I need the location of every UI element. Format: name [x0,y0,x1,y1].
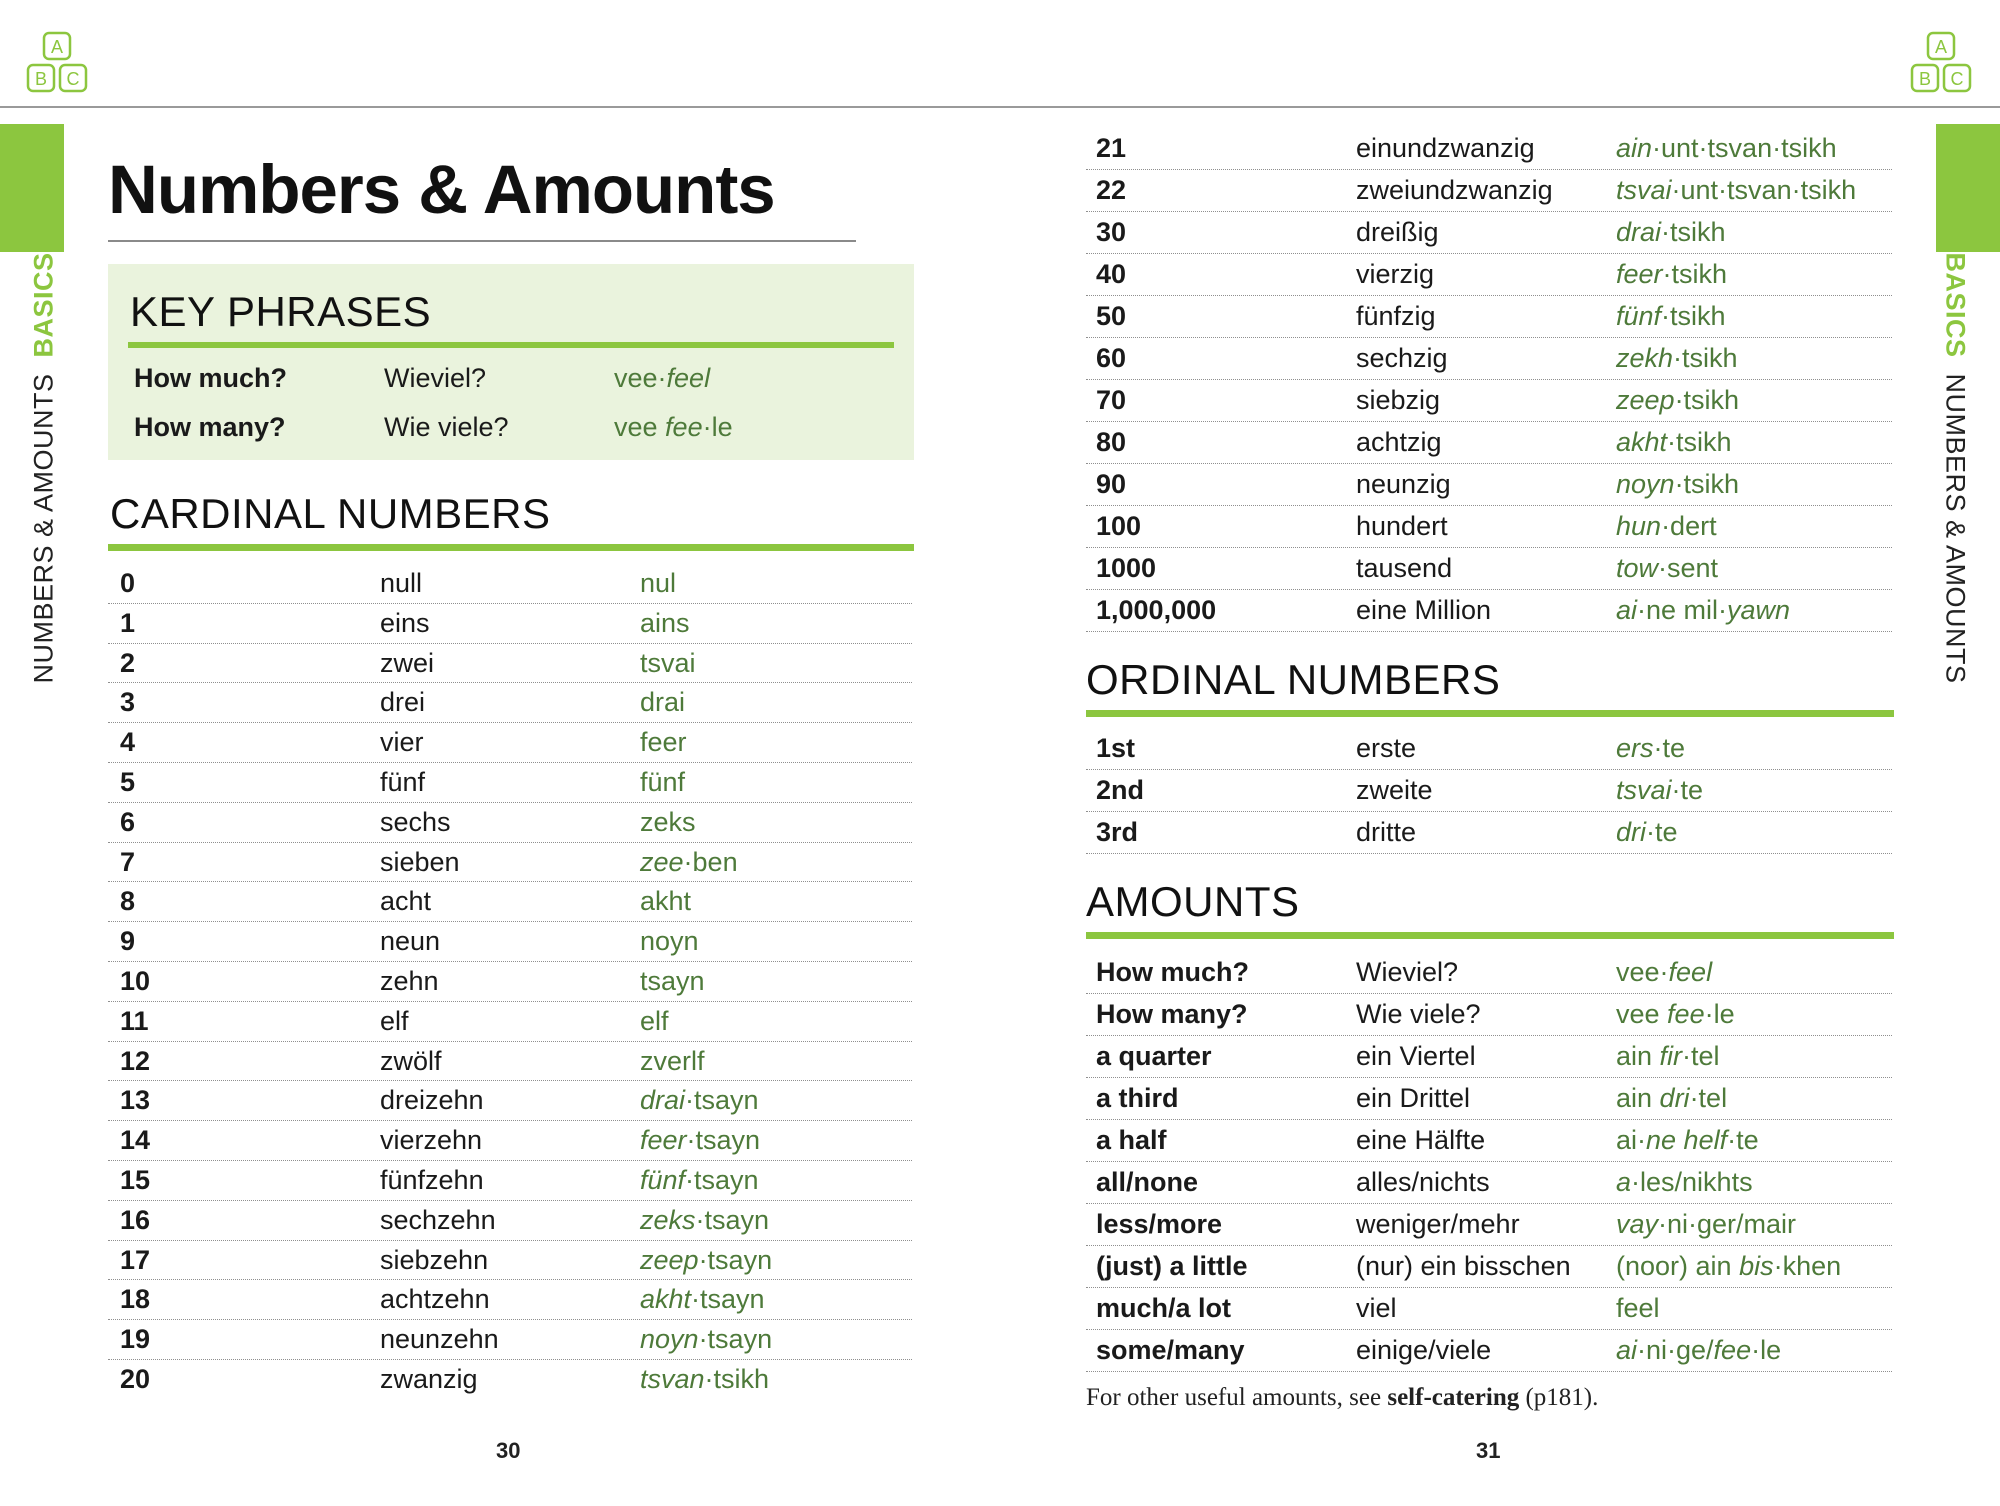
german-word: sieben [380,846,460,877]
number: 16 [120,1204,151,1235]
table-row [1086,1288,1892,1330]
phrase-german: Wieviel? [1356,957,1459,987]
german-word: elf [380,1005,409,1036]
pronunciation: zeks [640,806,696,837]
german-word: sechzehn [380,1204,496,1235]
table-row [1086,728,1892,770]
footnote-text: For other useful amounts, see [1086,1384,1388,1411]
pronunciation: tow·sent [1616,553,1719,583]
pronunciation: fünf·tsikh [1616,301,1726,331]
table-row [1086,380,1892,422]
pronunciation: (noor) ain bis·khen [1616,1251,1842,1281]
cardinal-numbers-rule [108,544,914,551]
pronunciation: drai [640,687,686,718]
side-tab-section: NUMBERS & AMOUNTS [28,373,59,684]
german-word: drei [380,687,426,718]
table-row [1086,1330,1892,1372]
pronunciation: elf [640,1005,669,1036]
table-row [1086,464,1892,506]
table-row [108,604,912,644]
german-word: siebzig [1356,385,1441,415]
number: 1 [120,607,136,638]
german-word: fünfzig [1356,301,1436,331]
number: 60 [1096,343,1127,373]
number: 13 [120,1085,151,1116]
pronunciation: vee·feel [1616,957,1713,987]
pronunciation: drai·tsikh [1616,217,1726,247]
cardinal-numbers-list [108,564,912,1400]
phrase-english: a quarter [1096,1041,1212,1071]
table-row [1086,590,1892,632]
number: 0 [120,568,136,598]
pronunciation: ers·te [1616,733,1686,763]
table-row [1086,1246,1892,1288]
number: 40 [1096,259,1127,289]
table-row [108,1081,912,1121]
pronunciation: feel [1616,1293,1660,1323]
pronunciation: hun·dert [1616,511,1717,541]
pronunciation: tsvai·te [1616,775,1704,805]
ordinal-numbers-heading: ORDINAL NUMBERS [1086,656,1501,703]
pronunciation: feer [640,727,687,758]
number: 17 [120,1244,151,1275]
table-row [1086,812,1892,854]
number: 1000 [1096,553,1157,583]
footnote [1086,1384,1598,1412]
footnote-link[interactable]: self-catering [1387,1384,1520,1411]
table-row [108,1241,912,1281]
key-phrases-box [108,264,914,460]
table-row [108,1320,912,1360]
abc-blocks-icon [1908,30,1976,96]
pronunciation: tsvan·tsikh [640,1363,770,1394]
german-word: einundzwanzig [1356,133,1535,163]
german-word: dreißig [1356,217,1439,247]
table-row [1086,770,1892,812]
number: 15 [120,1164,151,1195]
phrase-german: ein Viertel [1356,1041,1476,1071]
pronunciation: tsvai [640,647,696,678]
german-word: vierzehn [380,1125,483,1156]
number: 14 [120,1125,151,1156]
number: 5 [120,766,136,797]
german-word: zweite [1356,775,1433,805]
key-phrase-row [134,358,894,398]
block-letter-b: B [1918,69,1932,89]
table-row [1086,296,1892,338]
phrase-pronunciation: vee fee·le [614,412,733,442]
pronunciation: akht [640,886,692,917]
cardinal-numbers-list-continued [1086,128,1892,632]
phrase-english: How many? [134,412,286,442]
number: 10 [120,965,151,996]
german-word: hundert [1356,511,1448,541]
pronunciation: a·les/nikhts [1616,1167,1753,1197]
german-word: zweiundzwanzig [1356,175,1553,205]
phrase-english: less/more [1096,1209,1223,1239]
phrase-english: some/many [1096,1335,1245,1365]
pronunciation: vee fee·le [1616,999,1735,1029]
side-tab-category: BASICS [28,252,59,358]
table-row [1086,1120,1892,1162]
table-row [108,644,912,684]
amounts-heading: AMOUNTS [1086,878,1300,925]
pronunciation: noyn [640,926,699,957]
pronunciation: ain fir·tel [1616,1041,1720,1071]
pronunciation: zekh·tsikh [1616,343,1738,373]
phrase-english: How much? [134,363,287,393]
pronunciation: zverlf [640,1045,705,1076]
pronunciation: zeep·tsikh [1616,385,1740,415]
pronunciation: ai·ne mil·yawn [1616,595,1791,625]
table-row [1086,952,1892,994]
pronunciation: ains [640,607,690,638]
phrase-german: Wieviel? [384,363,487,393]
phrase-english: How many? [1096,999,1248,1029]
phrase-german: ein Drittel [1356,1083,1471,1113]
german-word: achtzig [1356,427,1442,457]
table-row [108,1280,912,1320]
phrase-english: How much? [1096,957,1249,987]
number: 20 [120,1363,151,1394]
pronunciation: fünf·tsayn [640,1164,759,1195]
pronunciation: noyn·tsayn [640,1324,773,1355]
phrase-pronunciation: vee·feel [614,363,711,393]
table-row [108,1121,912,1161]
german-word: zwei [380,647,435,678]
title-rule [108,240,856,242]
number: 80 [1096,427,1127,457]
ordinal-numbers-list [1086,728,1892,854]
german-word: vierzig [1356,259,1435,289]
table-row [1086,338,1892,380]
number: 18 [120,1284,151,1315]
table-row [108,1161,912,1201]
pronunciation: ain dri·tel [1616,1083,1728,1113]
side-tab-category: BASICS [1940,252,1971,358]
table-row [108,882,912,922]
phrase-english: much/a lot [1096,1293,1232,1323]
pronunciation: zeks·tsayn [640,1204,770,1235]
block-letter-a: A [1934,37,1948,57]
phrase-german: weniger/mehr [1356,1209,1520,1239]
number: 22 [1096,175,1127,205]
pronunciation: dri·te [1616,817,1678,847]
block-letter-b: B [34,69,48,89]
side-tab-section: NUMBERS & AMOUNTS [1940,373,1971,684]
block-letter-a: A [50,37,64,57]
abc-blocks-icon [24,30,92,96]
german-word: siebzehn [380,1244,489,1275]
number: 70 [1096,385,1127,415]
table-row [1086,1204,1892,1246]
german-word: fünf [380,766,426,797]
table-row [108,1042,912,1082]
german-word: null [380,568,423,598]
number: 6 [120,806,136,837]
number: 50 [1096,301,1127,331]
german-word: eine Million [1356,595,1492,625]
german-word: fünfzehn [380,1164,484,1195]
german-word: neun [380,926,441,957]
german-word: sechzig [1356,343,1448,373]
german-word: neunzig [1356,469,1451,499]
table-row [1086,1162,1892,1204]
key-phrases-rule [128,342,894,348]
number: 8 [120,886,136,917]
table-row [1086,994,1892,1036]
number: 11 [120,1005,149,1036]
number: 30 [1096,217,1127,247]
table-row [108,803,912,843]
table-row [1086,1078,1892,1120]
german-word: zwanzig [380,1363,478,1394]
table-row [108,1360,912,1400]
phrase-german: viel [1356,1293,1397,1323]
page-number-right: 31 [1476,1438,1501,1463]
german-word: sechs [380,806,451,837]
table-row [108,564,912,604]
phrase-german: Wie viele? [384,412,509,442]
pronunciation: fünf [640,766,686,797]
german-word: dritte [1356,817,1417,847]
block-letter-c: C [1950,69,1964,89]
phrase-german: (nur) ein bisschen [1356,1251,1571,1281]
german-word: acht [380,886,432,917]
table-row [1086,170,1892,212]
table-row [1086,1036,1892,1078]
side-tab-left [29,252,60,683]
table-row [108,922,912,962]
number: 4 [120,727,136,758]
side-tab-right [1940,252,1971,683]
german-word: achtzehn [380,1284,490,1315]
german-word: zwölf [380,1045,442,1076]
pronunciation: noyn·tsikh [1616,469,1740,499]
amounts-rule [1086,932,1894,939]
pronunciation: ai·ni·ge/fee·le [1616,1335,1782,1365]
table-row [108,1201,912,1241]
number: 7 [120,846,136,877]
table-row [1086,548,1892,590]
pronunciation: akht·tsayn [640,1284,765,1315]
number: 9 [120,926,136,957]
german-word: dreizehn [380,1085,484,1116]
pronunciation: zee·ben [640,846,738,877]
pronunciation: zeep·tsayn [640,1244,773,1275]
phrase-german: einige/viele [1356,1335,1492,1365]
pronunciation: tsvai·unt·tsvan·tsikh [1616,175,1857,205]
german-word: eins [380,607,430,638]
pronunciation: nul [640,568,677,598]
pronunciation: akht·tsikh [1616,427,1732,457]
pronunciation: vay·ni·ger/mair [1616,1209,1797,1239]
side-tab-marker-right [1936,124,2000,252]
key-phrases-heading: KEY PHRASES [130,288,432,335]
phrase-english: (just) a little [1096,1251,1248,1281]
number: 3rd [1096,817,1139,847]
table-row [1086,506,1892,548]
cardinal-numbers-heading: CARDINAL NUMBERS [110,490,551,537]
page-title: Numbers & Amounts [108,151,775,228]
table-row [108,1002,912,1042]
number: 12 [120,1045,151,1076]
table-row [108,962,912,1002]
pronunciation: feer·tsayn [640,1125,761,1156]
pronunciation: feer·tsikh [1616,259,1728,289]
ordinal-numbers-rule [1086,710,1894,717]
number: 1st [1096,733,1136,763]
side-tab-marker-left [0,124,64,252]
german-word: vier [380,727,424,758]
phrase-english: all/none [1096,1167,1199,1197]
footnote-page-ref: (p181). [1519,1384,1599,1411]
page-number-left: 30 [496,1438,521,1463]
number: 100 [1096,511,1142,541]
german-word: tausend [1356,553,1453,583]
german-word: erste [1356,733,1417,763]
table-row [1086,254,1892,296]
number: 90 [1096,469,1127,499]
table-row [1086,422,1892,464]
key-phrase-row [134,407,894,447]
table-row [1086,212,1892,254]
number: 2 [120,647,136,678]
number: 1,000,000 [1096,595,1217,625]
phrase-english: a third [1096,1083,1179,1113]
phrase-german: Wie viele? [1356,999,1481,1029]
number: 3 [120,687,136,718]
header-rule [0,106,2000,108]
phrase-german: eine Hälfte [1356,1125,1486,1155]
table-row [108,763,912,803]
table-row [108,843,912,883]
german-word: zehn [380,965,439,996]
german-word: neunzehn [380,1324,499,1355]
pronunciation: ai·ne helf·te [1616,1125,1759,1155]
table-row [108,723,912,763]
table-row [1086,128,1892,170]
pronunciation: ain·unt·tsvan·tsikh [1616,133,1837,163]
number: 19 [120,1324,151,1355]
block-letter-c: C [66,69,80,89]
amounts-list [1086,952,1892,1372]
pronunciation: drai·tsayn [640,1085,759,1116]
pronunciation: tsayn [640,965,705,996]
number: 21 [1096,133,1127,163]
phrase-german: alles/nichts [1356,1167,1490,1197]
phrase-english: a half [1096,1125,1167,1155]
number: 2nd [1096,775,1145,805]
table-row [108,683,912,723]
